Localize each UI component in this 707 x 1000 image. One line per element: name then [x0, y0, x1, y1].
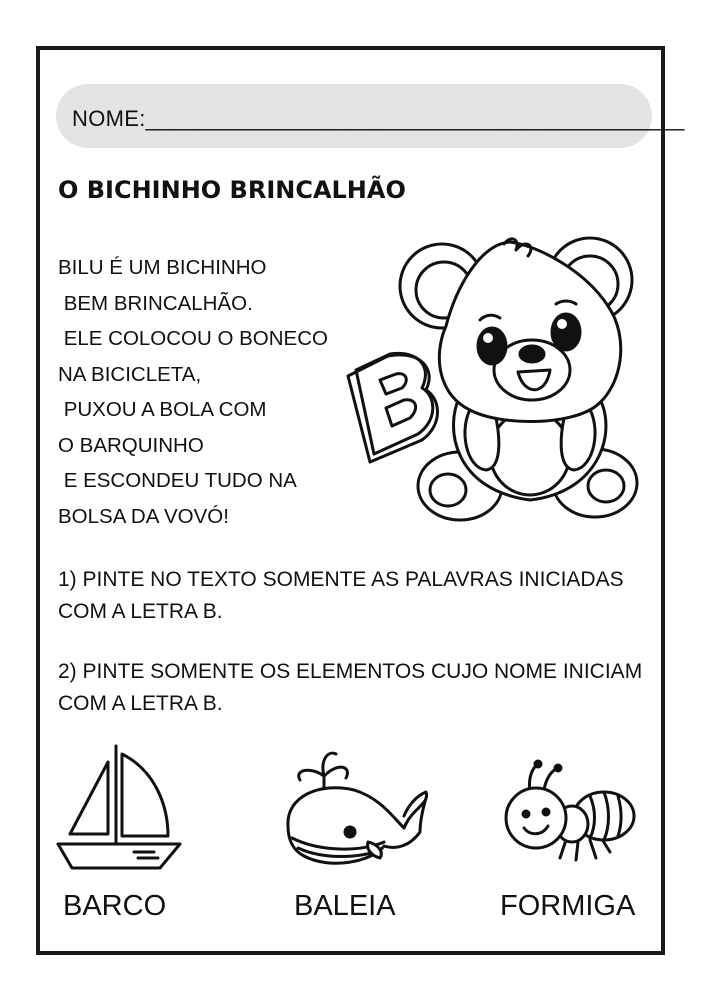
question-1: 1) PINTE NO TEXTO SOMENTE AS PALAVRAS INICIADAS COM A LETRA B.	[58, 568, 624, 623]
story-line: BILU É UM BICHINHO	[58, 256, 267, 279]
name-field[interactable]: NOME:___________________________________________	[72, 106, 685, 131]
story-line: PUXOU A BOLA COM	[58, 398, 267, 421]
teddy-bear-icon	[340, 228, 640, 528]
worksheet-title: O BICHINHO BRINCALHÃO	[58, 176, 406, 204]
story-line: BOLSA DA VOVÓ!	[58, 504, 229, 528]
sailboat-icon[interactable]	[54, 742, 184, 870]
ant-icon[interactable]	[500, 760, 636, 868]
item-label-baleia: BALEIA	[294, 890, 396, 922]
whale-icon[interactable]	[280, 746, 430, 870]
letter-b-icon	[348, 353, 438, 462]
story-line: E ESCONDEU TUDO NA	[58, 469, 297, 492]
question-2: 2) PINTE SOMENTE OS ELEMENTOS CUJO NOME INICIAM COM A LETRA B.	[58, 660, 643, 715]
story-line: ELE COLOCOU O BONECO	[58, 327, 328, 350]
story-line: BEM BRINCALHÃO.	[58, 291, 253, 315]
item-label-barco: BARCO	[63, 890, 167, 922]
story-text	[58, 250, 328, 534]
story-line: NA BICICLETA,	[58, 362, 202, 386]
item-label-formiga: FORMIGA	[500, 890, 636, 922]
story-line: O BARQUINHO	[58, 433, 204, 457]
